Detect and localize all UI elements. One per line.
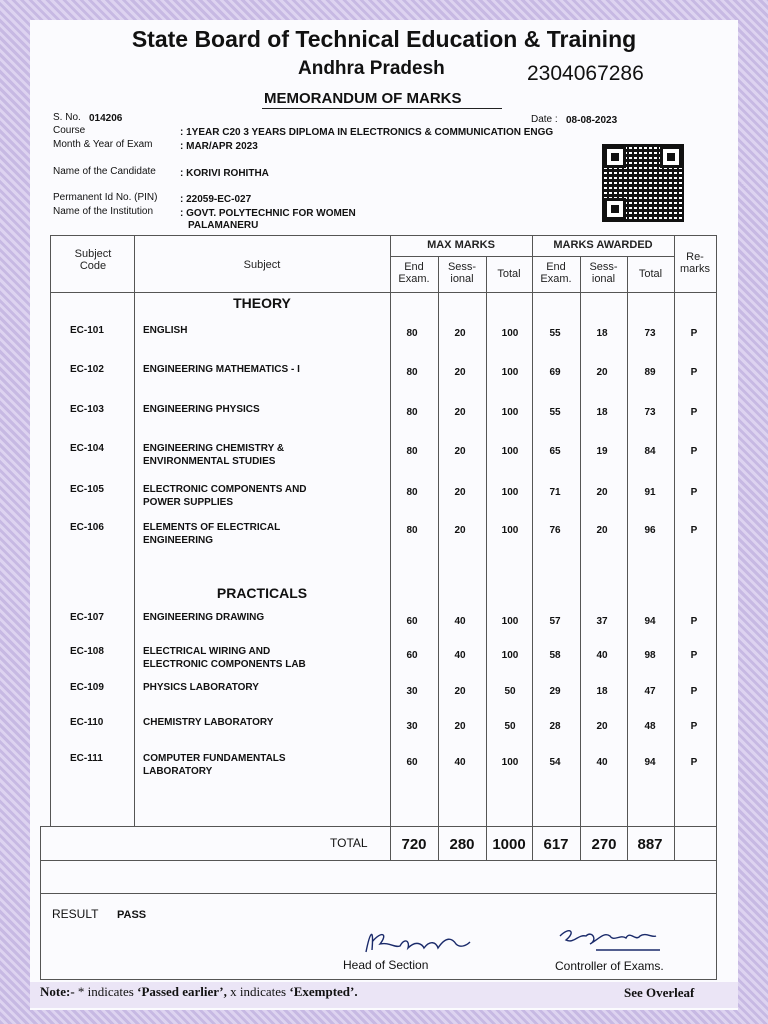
mark-aw-total: 47 — [644, 686, 656, 697]
mark-max-total: 50 — [504, 721, 516, 732]
mark-aw-end: 55 — [549, 407, 561, 418]
subject-name: ELECTRONIC COMPONENTS AND — [143, 484, 307, 495]
mark-max-end: 80 — [406, 328, 418, 339]
head-of-section-signature — [360, 922, 475, 958]
header-aw-sessional: Sess- ional — [589, 261, 618, 285]
col-line-subject — [390, 235, 391, 860]
col-line-code — [134, 235, 135, 827]
mark-max-end: 80 — [406, 487, 418, 498]
mark-max-total: 100 — [501, 446, 519, 457]
mark-aw-total: 94 — [644, 616, 656, 627]
header-remarks: Re- marks — [680, 251, 710, 275]
result-value: PASS — [117, 909, 147, 921]
total-aw-total: 887 — [637, 836, 663, 853]
mark-aw-sess: 40 — [596, 757, 608, 768]
certificate-number: 2304067286 — [527, 62, 644, 85]
col-line-left-lower — [40, 826, 41, 980]
mark-max-sess: 20 — [454, 367, 466, 378]
mark-aw-sess: 20 — [596, 525, 608, 536]
subject-name: ENGLISH — [143, 325, 188, 336]
subject-name: COMPUTER FUNDAMENTALS — [143, 753, 286, 764]
mark-aw-total: 96 — [644, 525, 656, 536]
total-max-sessional: 280 — [449, 836, 475, 853]
candidate-value: : KORIVI ROHITHA — [180, 168, 269, 179]
result-top-line — [40, 893, 717, 894]
mark-remark: P — [690, 650, 698, 661]
mark-aw-end: 55 — [549, 328, 561, 339]
mark-max-end: 80 — [406, 525, 418, 536]
mark-remark: P — [690, 487, 698, 498]
subject-code: EC-104 — [70, 443, 104, 454]
subject-code: EC-103 — [70, 404, 104, 415]
subject-code: EC-107 — [70, 612, 104, 623]
memo-underline — [262, 108, 502, 109]
col-line-max-end — [438, 256, 439, 860]
total-bottom-line — [40, 860, 717, 861]
mark-max-sess: 20 — [454, 525, 466, 536]
exam-month-label: Month & Year of Exam — [53, 139, 153, 150]
total-max-end: 720 — [401, 836, 427, 853]
mark-max-end: 30 — [406, 686, 418, 697]
institution-value: : GOVT. POLYTECHNIC FOR WOMEN — [180, 208, 356, 219]
mark-aw-end: 54 — [549, 757, 561, 768]
total-max-total: 1000 — [492, 836, 526, 853]
mark-remark: P — [690, 757, 698, 768]
subject-name-line2: LABORATORY — [143, 766, 213, 777]
see-overleaf: See Overleaf — [624, 985, 695, 1000]
total-top-line — [40, 826, 717, 827]
mark-max-end: 80 — [406, 407, 418, 418]
mark-max-sess: 40 — [454, 757, 466, 768]
mark-remark: P — [690, 446, 698, 457]
pin-value: : 22059-EC-027 — [180, 194, 252, 205]
sno-label: S. No. — [53, 112, 81, 123]
exam-month-value: : MAR/APR 2023 — [180, 141, 258, 152]
col-line-right — [716, 235, 717, 980]
qr-code — [602, 144, 684, 222]
date-value: 08-08-2023 — [566, 115, 618, 126]
header-max-sessional: Sess- ional — [447, 261, 477, 285]
result-bottom-line — [40, 979, 717, 980]
col-line-left — [50, 235, 51, 827]
mark-aw-sess: 18 — [596, 328, 608, 339]
memo-title: MEMORANDUM OF MARKS — [264, 90, 462, 107]
institution-label: Name of the Institution — [53, 206, 154, 217]
table-top-border — [50, 235, 717, 236]
mark-aw-sess: 20 — [596, 487, 608, 498]
subject-code: EC-101 — [70, 325, 104, 336]
subject-name: ENGINEERING CHEMISTRY & — [143, 443, 285, 454]
col-line-aw-sess — [627, 256, 628, 860]
mark-remark: P — [690, 367, 698, 378]
controller-label: Controller of Exams. — [555, 959, 664, 973]
header-max-end-exam: End Exam. — [398, 261, 430, 285]
sno-value: 014206 — [89, 113, 123, 124]
total-label: TOTAL — [330, 836, 368, 850]
subject-code: EC-106 — [70, 522, 104, 533]
mark-aw-total: 89 — [644, 367, 656, 378]
subject-name: PHYSICS LABORATORY — [143, 682, 259, 693]
subject-code: EC-105 — [70, 484, 104, 495]
total-aw-sessional: 270 — [591, 836, 617, 853]
mark-aw-sess: 40 — [596, 650, 608, 661]
col-line-max-total — [532, 235, 533, 860]
mark-max-end: 60 — [406, 757, 418, 768]
header-aw-end-exam: End Exam. — [540, 261, 572, 285]
mark-max-total: 100 — [501, 328, 519, 339]
mark-max-sess: 20 — [454, 487, 466, 498]
mark-max-end: 80 — [406, 446, 418, 457]
mark-max-total: 100 — [501, 616, 519, 627]
subject-name: ENGINEERING PHYSICS — [143, 404, 260, 415]
mark-remark: P — [690, 721, 698, 732]
note-prefix: Note:- — [40, 984, 75, 999]
mark-max-end: 30 — [406, 721, 418, 732]
mark-max-sess: 20 — [454, 328, 466, 339]
mark-aw-end: 69 — [549, 367, 561, 378]
mark-max-total: 100 — [501, 487, 519, 498]
header-marks-awarded: MARKS AWARDED — [553, 239, 653, 251]
mark-max-total: 100 — [501, 525, 519, 536]
mark-max-sess: 20 — [454, 721, 466, 732]
note-star: * indicates — [77, 984, 134, 999]
mark-aw-end: 76 — [549, 525, 561, 536]
subject-name: ELEMENTS OF ELECTRICAL — [143, 522, 281, 533]
subject-name-line2: ENGINEERING — [143, 535, 214, 546]
mark-aw-sess: 18 — [596, 686, 608, 697]
subject-name-line2: ENVIRONMENTAL STUDIES — [143, 456, 276, 467]
mark-max-sess: 20 — [454, 686, 466, 697]
mark-aw-sess: 37 — [596, 616, 608, 627]
board-title: State Board of Technical Education & Training — [131, 26, 637, 52]
header-max-marks: MAX MARKS — [427, 239, 495, 251]
mark-remark: P — [690, 686, 698, 697]
mark-aw-total: 73 — [644, 328, 656, 339]
mark-remark: P — [690, 407, 698, 418]
subject-code: EC-110 — [70, 717, 104, 728]
subject-code: EC-109 — [70, 682, 104, 693]
mark-max-total: 100 — [501, 650, 519, 661]
mark-aw-end: 57 — [549, 616, 561, 627]
institution-value-line2: PALAMANERU — [188, 220, 259, 231]
mark-remark: P — [690, 616, 698, 627]
subject-name: ELECTRICAL WIRING AND — [143, 646, 271, 657]
header-subject-code: Subject Code — [74, 248, 112, 272]
header-bottom-line — [50, 292, 717, 293]
mark-max-end: 60 — [406, 616, 418, 627]
subject-name: ENGINEERING MATHEMATICS - I — [143, 364, 300, 375]
mark-aw-sess: 19 — [596, 446, 608, 457]
pin-label: Permanent Id No. (PIN) — [53, 192, 158, 203]
mark-max-total: 100 — [501, 407, 519, 418]
mark-aw-total: 94 — [644, 757, 656, 768]
mark-aw-total: 84 — [644, 446, 656, 457]
mark-aw-sess: 18 — [596, 407, 608, 418]
subject-code: EC-111 — [70, 753, 103, 764]
header-subject: Subject — [243, 259, 281, 271]
mark-aw-end: 28 — [549, 721, 561, 732]
mark-max-total: 100 — [501, 367, 519, 378]
mark-remark: P — [690, 525, 698, 536]
header-aw-total: Total — [638, 268, 663, 280]
note-exempted: ‘Exempted’. — [289, 984, 358, 999]
candidate-label: Name of the Candidate — [53, 166, 156, 177]
mark-aw-sess: 20 — [596, 721, 608, 732]
subject-code: EC-102 — [70, 364, 104, 375]
mark-max-total: 100 — [501, 757, 519, 768]
result-label: RESULT — [52, 907, 99, 921]
mark-aw-total: 73 — [644, 407, 656, 418]
mark-max-total: 50 — [504, 686, 516, 697]
subject-name: CHEMISTRY LABORATORY — [143, 717, 274, 728]
mark-max-sess: 20 — [454, 407, 466, 418]
date-label: Date : — [531, 114, 558, 125]
mark-max-sess: 20 — [454, 446, 466, 457]
mark-aw-sess: 20 — [596, 367, 608, 378]
header-max-total: Total — [497, 268, 521, 280]
mark-aw-end: 71 — [549, 487, 561, 498]
section-theory: THEORY — [233, 295, 291, 311]
subject-name-line2: ELECTRONIC COMPONENTS LAB — [143, 659, 306, 670]
mark-aw-end: 65 — [549, 446, 561, 457]
col-line-aw-end — [580, 256, 581, 860]
mark-max-end: 60 — [406, 650, 418, 661]
note-x: x indicates — [230, 984, 287, 999]
note-passed: ‘Passed earlier’, — [137, 984, 227, 999]
controller-signature — [556, 922, 666, 956]
section-practicals: PRACTICALS — [216, 585, 308, 601]
mark-aw-end: 58 — [549, 650, 561, 661]
mark-aw-total: 48 — [644, 721, 656, 732]
state-name: Andhra Pradesh — [298, 58, 445, 79]
mark-aw-total: 98 — [644, 650, 656, 661]
mark-max-sess: 40 — [454, 650, 466, 661]
head-of-section-label: Head of Section — [343, 958, 429, 972]
subject-code: EC-108 — [70, 646, 104, 657]
mark-aw-total: 91 — [644, 487, 656, 498]
course-label: Course — [53, 125, 86, 136]
course-value: : 1YEAR C20 3 YEARS DIPLOMA IN ELECTRONICS & COMMUNICATION ENGG — [180, 127, 554, 138]
mark-remark: P — [690, 328, 698, 339]
mark-max-end: 80 — [406, 367, 418, 378]
total-aw-end: 617 — [543, 836, 569, 853]
note-line — [40, 984, 358, 1000]
mark-max-sess: 40 — [454, 616, 466, 627]
col-line-max-sess — [486, 256, 487, 860]
subject-name: ENGINEERING DRAWING — [143, 612, 265, 623]
subject-name-line2: POWER SUPPLIES — [143, 497, 234, 508]
mark-aw-end: 29 — [549, 686, 561, 697]
